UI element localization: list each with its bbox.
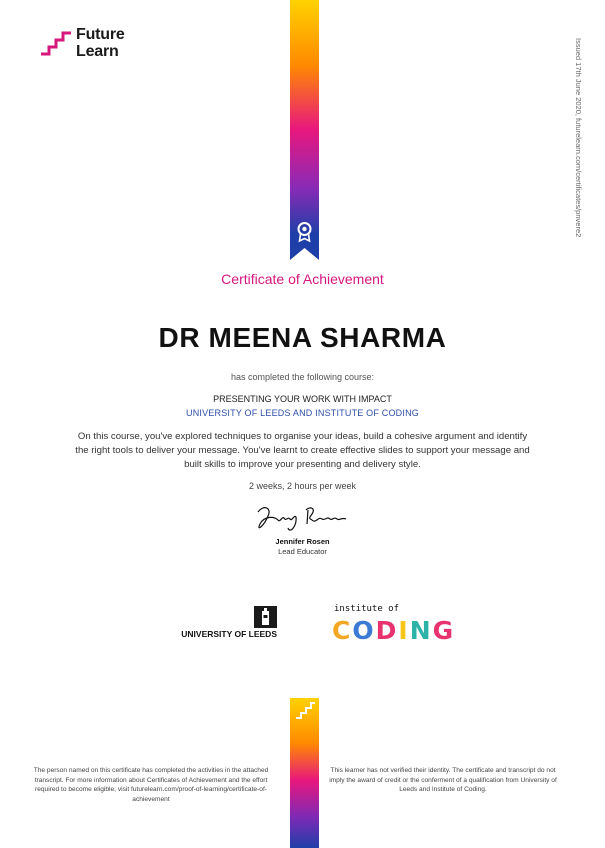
completed-text: has completed the following course: xyxy=(230,372,375,382)
futurelearn-logo xyxy=(40,26,150,62)
course-duration: 2 weeks, 2 hours per week xyxy=(248,481,357,491)
ioc-letter: D xyxy=(375,616,399,645)
ioc-wordmark xyxy=(332,616,455,645)
top-ribbon xyxy=(290,0,319,260)
ioc-letter: G xyxy=(432,616,456,645)
course-description: On this course, you've explored techniques to organise your ideas, build a cohesive argument and identify the right tools to deliver your message. You've learnt to create effective slides to support your message and built skills to improve your presenting and delivery style. xyxy=(75,431,530,470)
institution-name: UNIVERSITY OF LEEDS AND INSTITUTE OF CODING xyxy=(186,408,419,418)
educator-role: Lead Educator xyxy=(278,547,327,556)
issued-side-text xyxy=(573,38,585,268)
steps-icon xyxy=(40,30,72,56)
ioc-letter: I xyxy=(398,616,410,645)
leeds-wordmark: UNIVERSITY OF LEEDS xyxy=(181,629,277,639)
brand-line-2: Learn xyxy=(76,43,119,60)
educator-signature xyxy=(250,502,360,536)
certificate-title: Certificate of Achievement xyxy=(221,271,384,287)
university-of-leeds-logo xyxy=(164,606,279,646)
educator-name: Jennifer Rosen xyxy=(275,537,330,546)
bottom-ribbon xyxy=(290,698,319,848)
ioc-letter: C xyxy=(332,616,353,645)
issued-text: Issued 17th June 2020, futurelearn.com/certificates/pnvere2 xyxy=(574,38,583,238)
ioc-letter: O xyxy=(352,616,376,645)
brand-line-1: Future xyxy=(76,26,125,43)
footnote-right: This learner has not verified their identity. The certificate and transcript do not imply the award of credit or the conferment of a qualification from University of Leeds and Institute of Coding. xyxy=(329,767,557,793)
footnote-left: The person named on this certificate has completed the activities in the attached transcript. For more information about Certificates of Achievement and the effort required to become eligible, visit futurelearn.com/proof-of-learning/certificate-of-achievement xyxy=(33,767,269,803)
ioc-letter: N xyxy=(409,616,433,645)
learner-name: DR MEENA SHARMA xyxy=(158,322,447,353)
course-name: PRESENTING YOUR WORK WITH IMPACT xyxy=(213,394,392,404)
institute-of-coding-logo xyxy=(332,604,472,650)
ioc-small-text: institute of xyxy=(334,604,400,614)
leeds-crest-icon xyxy=(254,606,277,628)
